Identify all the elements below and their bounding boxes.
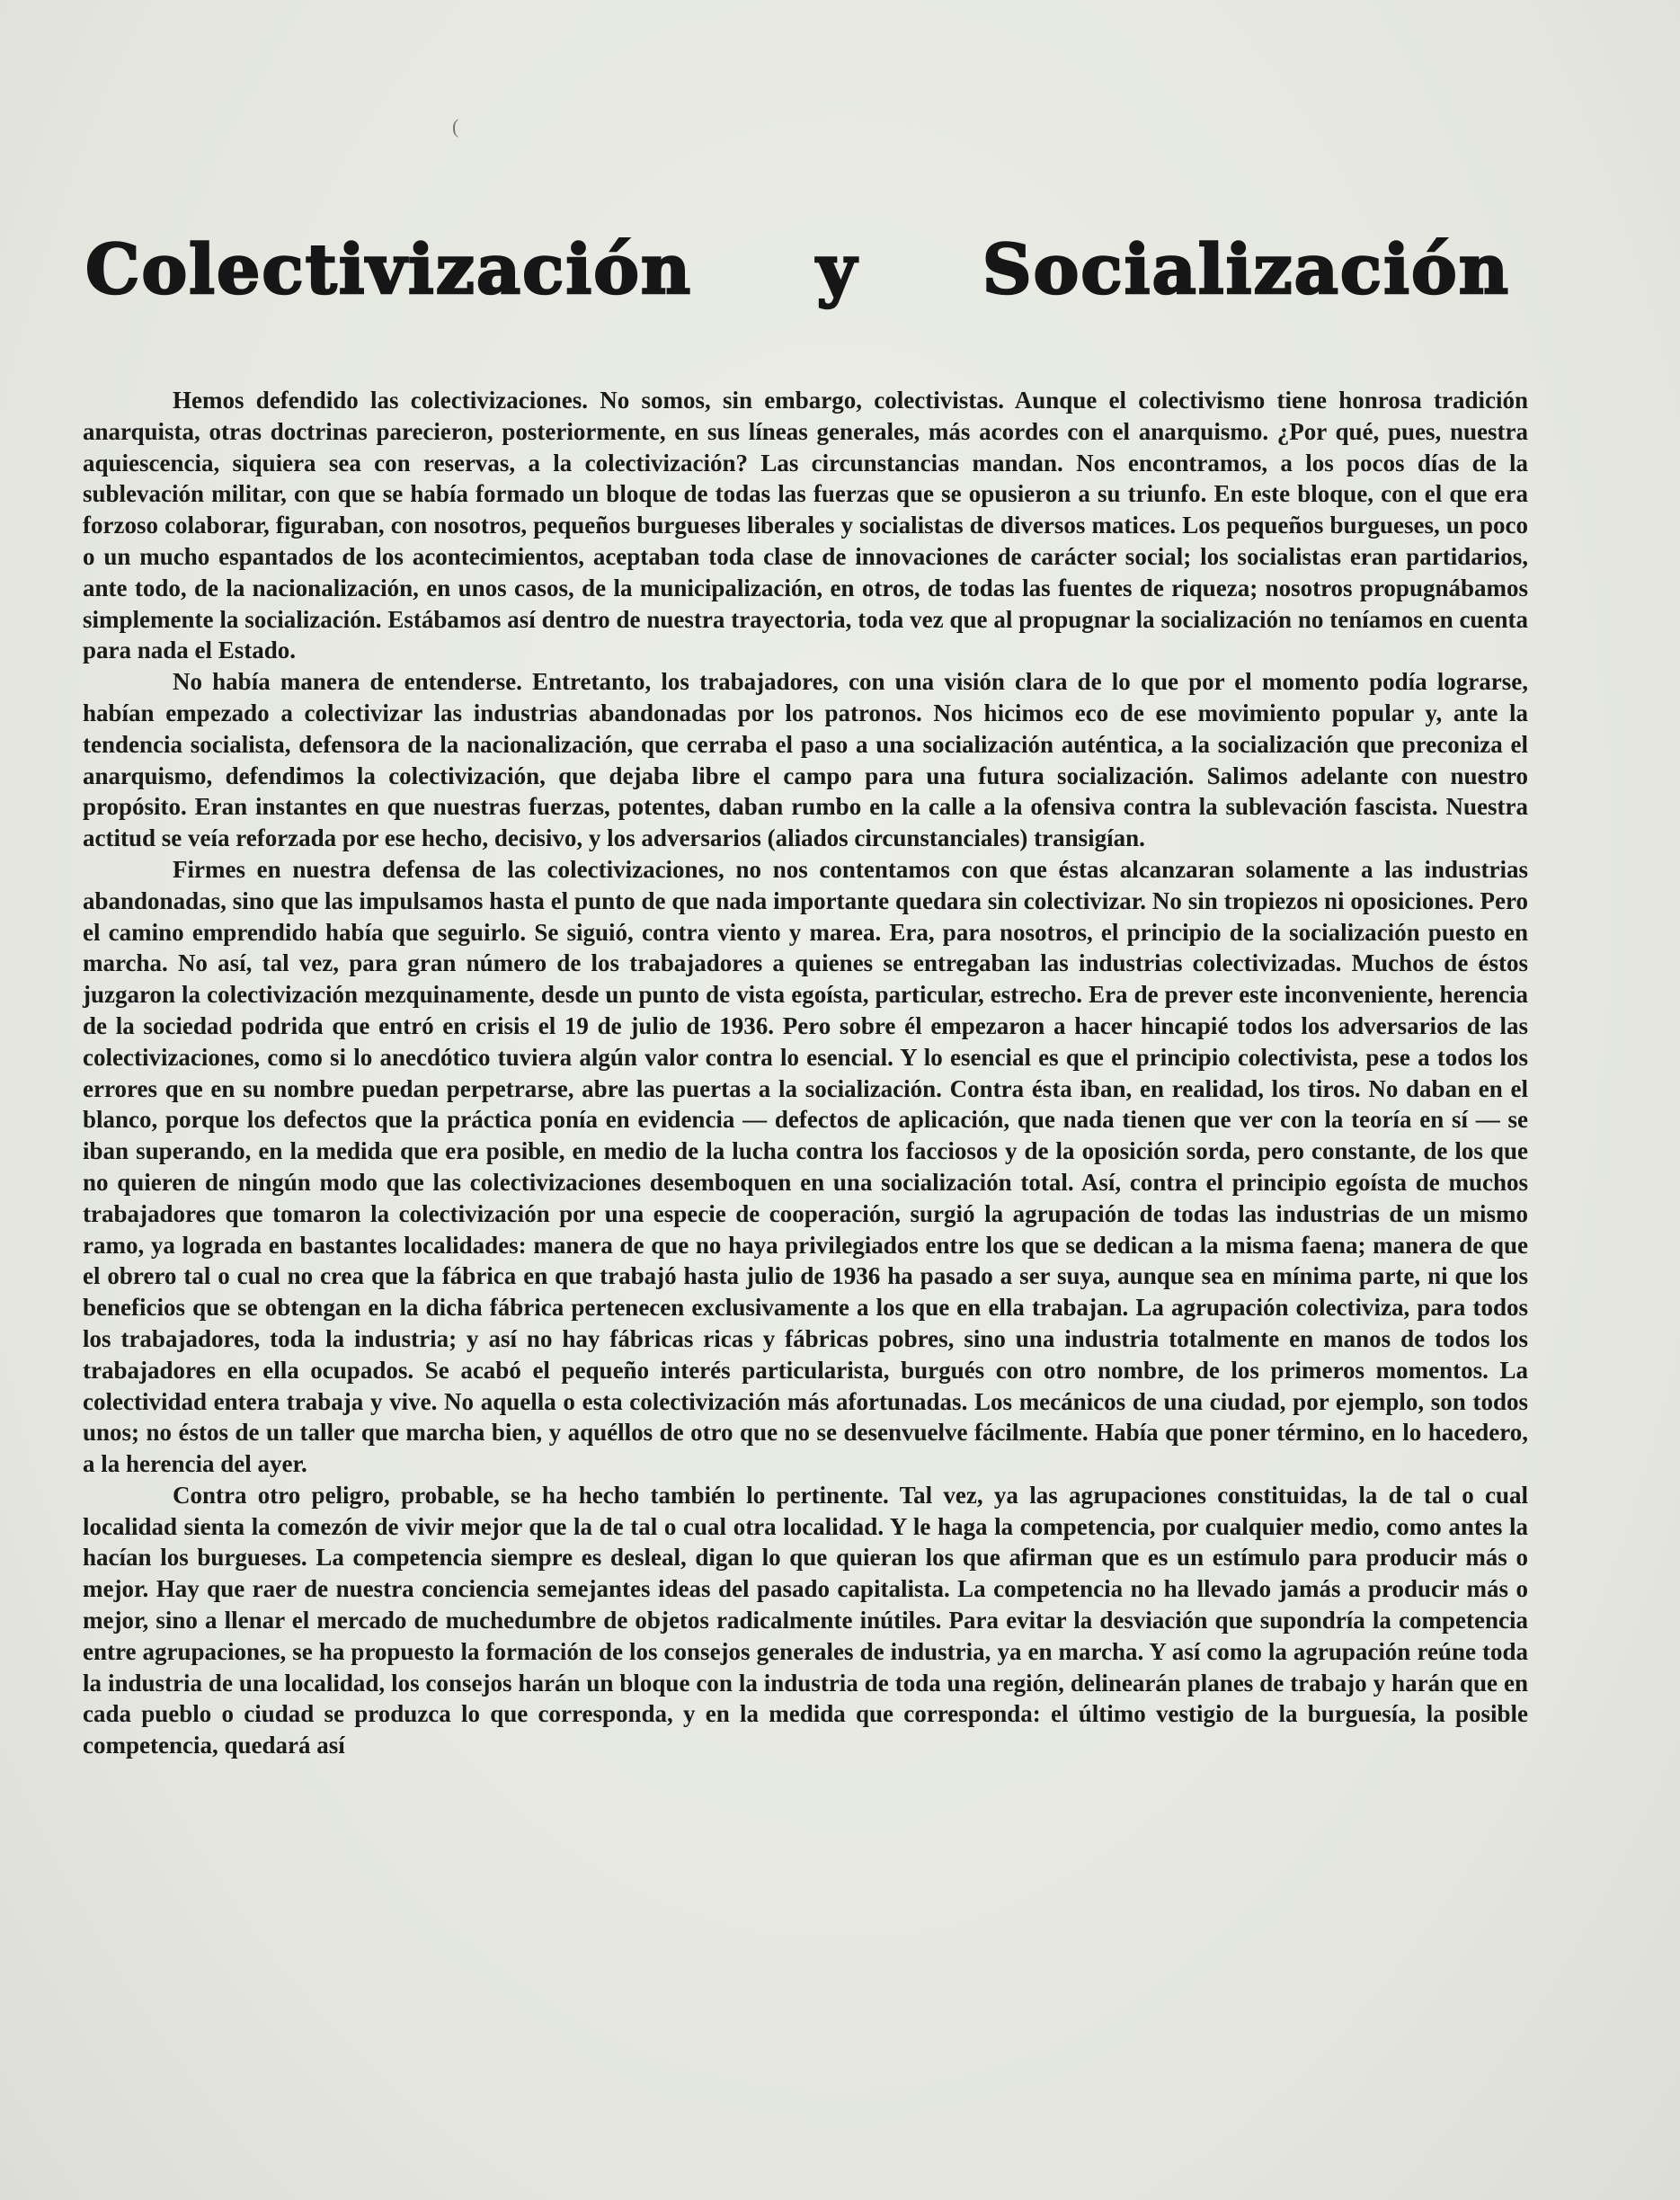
paragraph: Firmes en nuestra defensa de las colectivizaciones, no nos contentamos con que éstas alcanzaran solamente a las industrias abandonadas, sino que las impulsamos hasta el punto de que nada importante quedara sin colectivizar. No sin tropiezos ni oposiciones. Pero el camino emprendido había que seguirlo. Se siguió, contra viento y marea. Era, para nosotros, el principio de la socialización puesto en marcha. No así, tal vez, para gran número de los trabajadores a quienes se entregaban las industrias colectivizadas. Muchos de éstos juzgaron la colectivización mezquinamente, desde un punto de vista egoísta, particular, estrecho. Era de prever este inconveniente, herencia de la sociedad podrida que entró en crisis el 19 de julio de 1936. Pero sobre él empezaron a hacer hincapié todos los adversarios de las colectivizaciones, como si lo anecdótico tuviera algún valor contra lo esencial. Y lo esencial es que el principio colectivista, pese a todos los errores que en su nombre puedan perpetrarse, abre las puertas a la socialización. Contra ésta iban, en realidad, los tiros. No daban en el blanco, porque los defectos que la práctica ponía en evidencia — defectos de aplicación, que nada tienen que ver con la teoría en sí — se iban superando, en la medida que era posible, en medio de la lucha contra los facciosos y de la oposición sorda, pero constante, de los que no quieren de ningún modo que las colectivizaciones desemboquen en una socialización total. Así, contra el principio egoísta de muchos trabajadores que tomaron la colectivización por una especie de cooperación, surgió la agrupación de todas las industrias de un mismo ramo, ya lograda en bastantes localidades: manera de que no haya privilegiados entre los que se dedican a la misma faena; manera de que el obrero tal o cual no crea que la fábrica en que trabajó hasta julio de 1936 ha pasado a ser suya, aunque sea en mínima parte, ni que los beneficios que se obtengan en la dicha fábrica pertenecen exclusivamente a los que en ella trabajan. La agrupación colectiviza, para todos los trabajadores, toda la industria; y así no hay fábricas ricas y fábricas pobres, sino una industria totalmente en manos de todos los trabajadores en ella ocupados. Se acabó el pequeño interés particularista, burgués con otro nombre, de los primeros momentos. La colectividad entera trabaja y vive. No aquella o esta colectivización más afortunadas. Los mecánicos de una ciudad, por ejemplo, son todos unos; no éstos de un taller que marcha bien, y aquéllos de otro que no se desenvuelve fácilmente. Había que poner término, en lo hacedero, a la herencia del ayer. [83,855,1528,1478]
page-title: Colectivización y Socialización [85,229,1510,309]
page-mark: ( [452,115,459,138]
paragraph: Hemos defendido las colectivizaciones. No somos, sin embargo, colectivistas. Aunque el colectivismo tiene honrosa tradición anarquista, otras doctrinas parecieron, posteriormente, en sus líneas generales, más acordes con el anarquismo. ¿Por qué, pues, nuestra aquiescencia, siquiera sea con reservas, a la colectivización? Las circunstancias mandan. Nos encontramos, a los pocos días de la sublevación militar, con que se había formado un bloque de todas las fuerzas que se opusieron a su triunfo. En este bloque, con el que era forzoso colaborar, figuraban, con nosotros, pequeños burgueses liberales y socialistas de diversos matices. Los pequeños burgueses, un poco o un mucho espantados de los acontecimientos, aceptaban toda clase de innovaciones de carácter social; los socialistas eran partidarios, ante todo, de la nacionalización, en unos casos, de la municipalización, en otros, de todas las fuentes de riqueza; nosotros propugnábamos simplemente la socialización. Estábamos así dentro de nuestra trayectoria, toda vez que al propugnar la socialización no teníamos en cuenta para nada el Estado. [83,387,1528,664]
paragraph: No había manera de entenderse. Entretanto, los trabajadores, con una visión clara de lo que por el momento podía lograrse, habían empezado a colectivizar las industrias abandonadas por los patronos. Nos hicimos eco de ese movimiento popular y, ante la tendencia socialista, defensora de la nacionalización, que cerraba el paso a una socialización auténtica, a la socialización que preconiza el anarquismo, defendimos la colectivización, que dejaba libre el campo para una futura socialización. Salimos adelante con nuestro propósito. Eran instantes en que nuestras fuerzas, potentes, daban rumbo en la calle a la ofensiva contra la sublevación fascista. Nuestra actitud se veía reforzada por ese hecho, decisivo, y los adversarios (aliados circunstanciales) transigían. [83,668,1528,852]
paragraph: Contra otro peligro, probable, se ha hecho también lo pertinente. Tal vez, ya las agrupaciones constituidas, la de tal o cual localidad sienta la comezón de vivir mejor que la de tal o cual otra localidad. Y le haga la competencia, por cualquier medio, como antes la hacían los burgueses. La competencia siempre es desleal, digan lo que quieran los que afirman que es un estímulo para producir más o mejor. Hay que raer de nuestra conciencia semejantes ideas del pasado capitalista. La competencia no ha llevado jamás a producir más o mejor, sino a llenar el mercado de muchedumbre de objetos radicalmente inútiles. Para evitar la desviación que supondría la competencia entre agrupaciones, se ha propuesto la formación de los consejos generales de industria, ya en marcha. Y así como la agrupación reúne toda la industria de una localidad, los consejos harán un bloque con la industria de toda una región, delinearán planes de trabajo y harán que en cada pueblo o ciudad se produzca lo que corresponda, y en la medida que corresponda: el último vestigio de la burguesía, la posible competencia, quedará así [83,1481,1528,1759]
article-body [83,385,1528,1761]
